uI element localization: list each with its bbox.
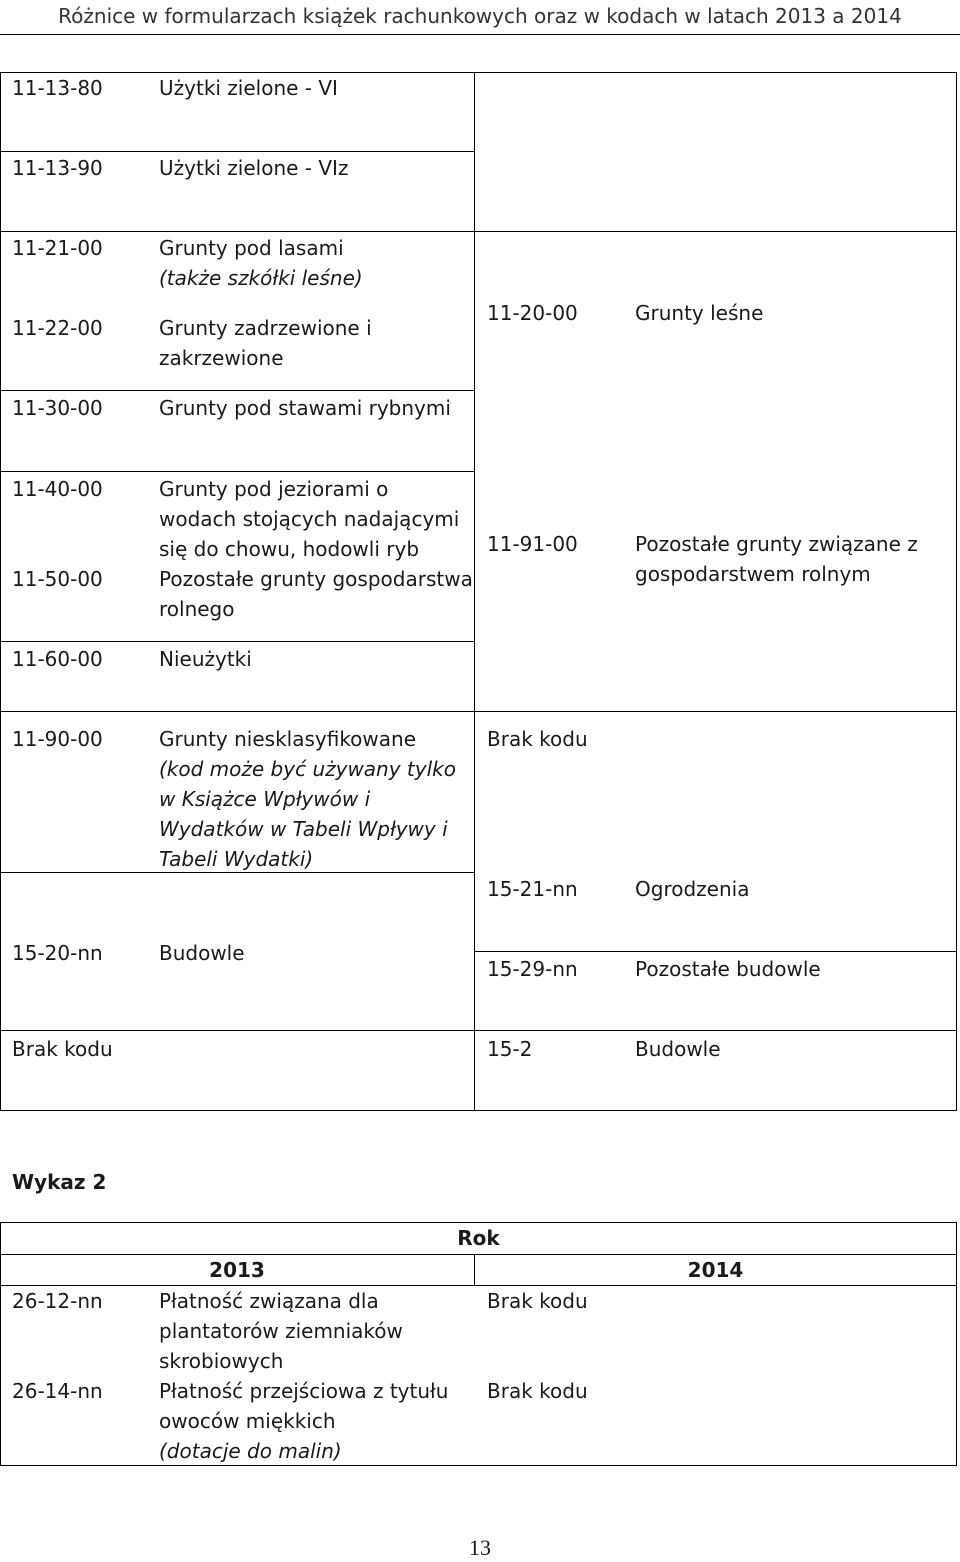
- table1-row-divider: [0, 471, 474, 472]
- name-cell: Użytki zielone - VIz: [159, 156, 349, 180]
- table1-left-border: [0, 72, 1, 1111]
- name-note: (także szkółki leśne): [159, 266, 363, 290]
- name-cell: plantatorów ziemniaków: [159, 1319, 403, 1343]
- name-note: (kod może być używany tylko: [159, 757, 456, 781]
- name-cell: skrobiowych: [159, 1349, 284, 1373]
- code-cell: 11-60-00: [12, 647, 103, 671]
- name-note: (dotacje do malin): [159, 1439, 342, 1463]
- header-rule: [0, 34, 960, 35]
- name-cell: Użytki zielone - VI: [159, 76, 338, 100]
- page-header: Różnice w formularzach książek rachunkowych oraz w kodach w latach 2013 a 2014: [58, 4, 902, 28]
- new-code-cell: Brak kodu: [487, 1289, 588, 1313]
- name-cell: wodach stojących nadającymi: [159, 507, 460, 531]
- code-cell: 11-50-00: [12, 567, 103, 591]
- table1-right-border: [956, 72, 957, 1111]
- name-cell: Ogrodzenia: [635, 877, 750, 901]
- code-cell: 11-40-00: [12, 477, 103, 501]
- table1-row-divider: [0, 1030, 957, 1031]
- name-note: w Książce Wpływów i: [159, 787, 371, 811]
- name-note: Tabeli Wydatki): [159, 847, 314, 871]
- table2-years-divider: [0, 1285, 957, 1286]
- name-cell: Budowle: [635, 1037, 721, 1061]
- page-number: 13: [469, 1535, 491, 1560]
- name-cell: rolnego: [159, 597, 235, 621]
- table1-row-divider: [0, 231, 957, 232]
- name-cell: się do chowu, hodowli ryb: [159, 537, 420, 561]
- code-cell: 15-20-nn: [12, 941, 103, 965]
- table1-row-divider: [0, 390, 474, 391]
- name-cell: Budowle: [159, 941, 245, 965]
- code-cell: 11-21-00: [12, 236, 103, 260]
- code-cell: 11-13-80: [12, 76, 103, 100]
- table1-row-divider: [474, 951, 957, 952]
- code-cell: 11-13-90: [12, 156, 103, 180]
- name-cell: Pozostałe grunty związane z: [635, 532, 918, 556]
- name-note: Wydatków w Tabeli Wpływy i: [159, 817, 448, 841]
- code-cell: 15-29-nn: [487, 957, 578, 981]
- name-cell: Grunty pod jeziorami o: [159, 477, 389, 501]
- name-cell: zakrzewione: [159, 346, 284, 370]
- code-cell: 11-91-00: [487, 532, 578, 556]
- name-cell: Płatność przejściowa z tytułu: [159, 1379, 449, 1403]
- name-cell: Pozostałe budowle: [635, 957, 821, 981]
- code-cell: Brak kodu: [12, 1037, 113, 1061]
- name-cell: Grunty leśne: [635, 301, 764, 325]
- new-code-cell: Brak kodu: [487, 1379, 588, 1403]
- code-cell: 15-21-nn: [487, 877, 578, 901]
- code-cell: 11-22-00: [12, 316, 103, 340]
- code-cell: 11-30-00: [12, 396, 103, 420]
- table1-row-divider: [0, 151, 474, 152]
- table2-header-rok: Rok: [457, 1226, 500, 1250]
- table1-middle-divider: [474, 72, 475, 1111]
- table1-bottom-border: [0, 1110, 957, 1111]
- code-cell: 11-90-00: [12, 727, 103, 751]
- name-cell: Pozostałe grunty gospodarstwa: [159, 567, 473, 591]
- name-cell: Grunty niesklasyfikowane: [159, 727, 417, 751]
- name-cell: Grunty pod lasami: [159, 236, 344, 260]
- name-cell: gospodarstwem rolnym: [635, 562, 871, 586]
- table2-bottom-border: [0, 1465, 957, 1466]
- code-cell: 26-12-nn: [12, 1289, 103, 1313]
- table1-row-divider: [0, 641, 474, 642]
- table1-top-border: [0, 72, 957, 73]
- code-cell: 26-14-nn: [12, 1379, 103, 1403]
- table2-year-2013: 2013: [209, 1258, 265, 1282]
- table1-row-divider: [0, 711, 957, 712]
- name-cell: Grunty zadrzewione i: [159, 316, 372, 340]
- code-cell: 15-2: [487, 1037, 533, 1061]
- section-title: Wykaz 2: [12, 1170, 107, 1194]
- name-cell: Grunty pod stawami rybnymi: [159, 396, 451, 420]
- name-cell: Nieużytki: [159, 647, 252, 671]
- name-cell: Płatność związana dla: [159, 1289, 379, 1313]
- code-cell: Brak kodu: [487, 727, 588, 751]
- name-cell: owoców miękkich: [159, 1409, 336, 1433]
- code-cell: 11-20-00: [487, 301, 578, 325]
- table2-year-2014: 2014: [687, 1258, 744, 1282]
